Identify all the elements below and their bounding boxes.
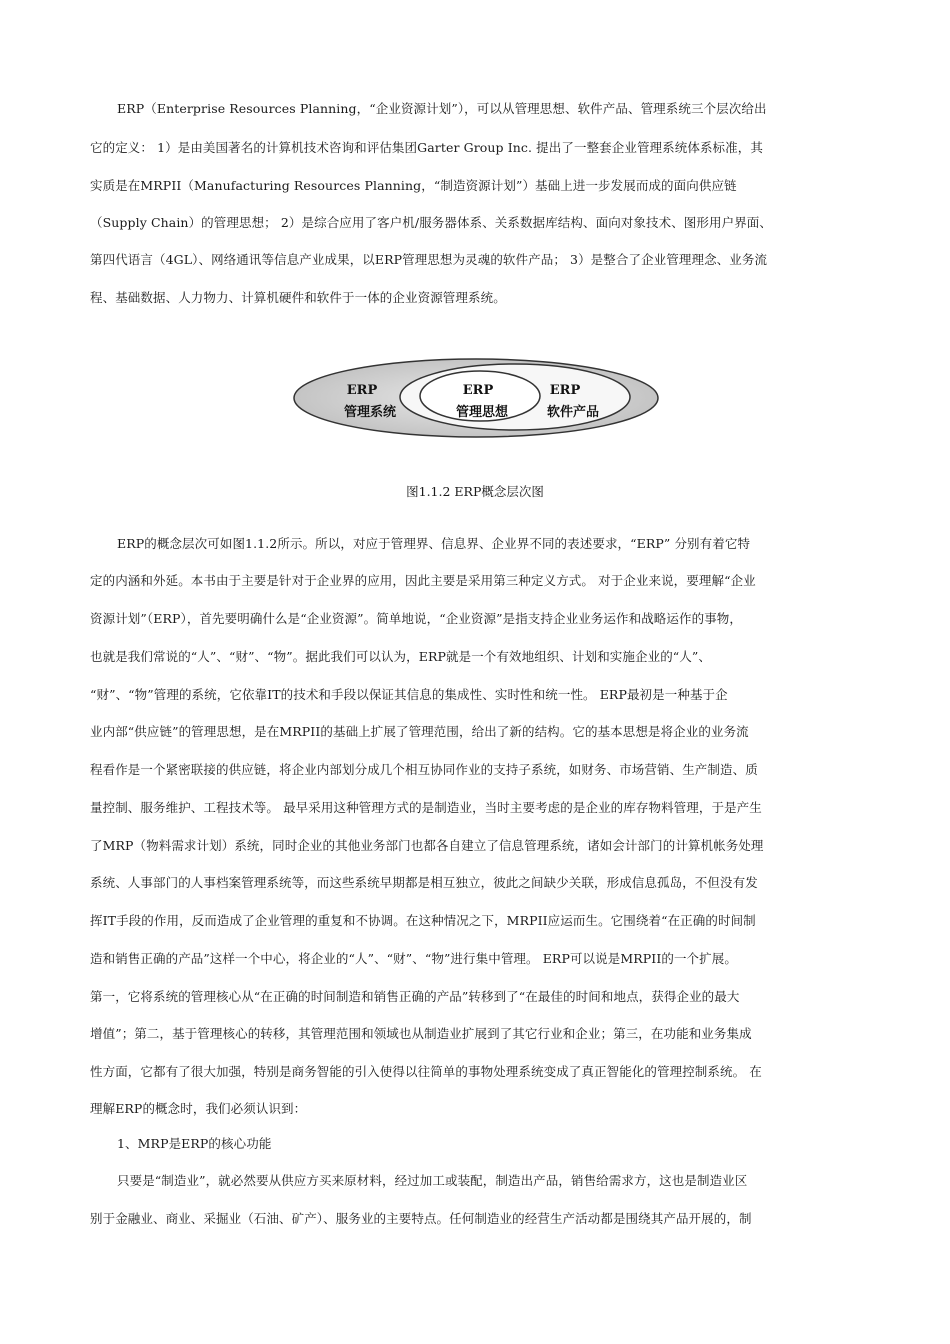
text-line: （Supply Chain）的管理思想； 2）是综合应用了客户机/服务器体系、关系数据库结构、面向对象技术、图形用户界面、 (90, 215, 773, 230)
inner-label-top: ERP (462, 383, 494, 398)
outer-label-bottom: 管理系统 (343, 405, 397, 420)
text-line: “财”、“物”管理的系统，它依靠IT的技术和手段以保证其信息的集成性、实时性和统一性。 ERP最初是一种基于企 (90, 687, 728, 702)
outer-label-top: ERP (346, 383, 378, 398)
text-line: 程看作是一个紧密联接的供应链，将企业内部划分成几个相互协同作业的支持子系统，如财务、市场营销、生产制造、质 (90, 762, 758, 777)
text-line: 它的定义： 1）是由美国著名的计算机技术咨询和评估集团Garter Group Inc. 提出了一整套企业管理系统体系标准，其 (90, 140, 763, 155)
text-line: 也就是我们常说的“人”、“财”、“物”。据此我们可以认为，ERP就是一个有效地组织、计划和实施企业的“人”、 (90, 649, 711, 664)
section-heading: 1、MRP是ERP的核心功能 (117, 1136, 272, 1151)
text-line: 了MRP（物料需求计划）系统，同时企业的其他业务部门也都各自建立了信息管理系统，诸如会计部门的计算机帐务处理 (90, 838, 764, 853)
text-line: 挥IT手段的作用，反而造成了企业管理的重复和不协调。在这种情况之下，MRPII应运而生。它围绕着“在正确的时间制 (90, 913, 756, 928)
text-line: 系统、人事部门的人事档案管理系统等，而这些系统早期都是相互独立，彼此之间缺少关联，形成信息孤岛，不但没有发 (90, 875, 758, 890)
middle-label-bottom: 软件产品 (546, 405, 600, 420)
inner-label-bottom: 管理思想 (455, 405, 509, 420)
erp-concept-diagram (290, 356, 660, 438)
text-line: 程、基础数据、人力物力、计算机硬件和软件于一体的企业资源管理系统。 (90, 290, 506, 305)
text-line: 第一，它将系统的管理核心从“在正确的时间制造和销售正确的产品”转移到了“在最佳的时间和地点，获得企业的最大 (90, 989, 740, 1004)
text-line: 增值”；第二，基于管理核心的转移，其管理范围和领域也从制造业扩展到了其它行业和企业；第三，在功能和业务集成 (90, 1026, 752, 1041)
text-line: 只要是“制造业”，就必然要从供应方买来原材料，经过加工或装配，制造出产品，销售给需求方，这也是制造业区 (117, 1173, 748, 1188)
figure-caption: 图1.1.2 ERP概念层次图 (406, 484, 544, 499)
text-line: 别于金融业、商业、采掘业（石油、矿产）、服务业的主要特点。任何制造业的经营生产活动都是围绕其产品开展的，制 (90, 1211, 752, 1226)
text-line: ERP的概念层次可如图1.1.2所示。所以，对应于管理界、信息界、企业界不同的表述要求，“ERP” 分别有着它特 (117, 536, 751, 551)
middle-label-top: ERP (549, 383, 581, 398)
text-line: 量控制、服务维护、工程技术等。 最早采用这种管理方式的是制造业，当时主要考虑的是企业的库存物料管理，于是产生 (90, 800, 762, 815)
text-line: 理解ERP的概念时，我们必须认识到： (90, 1101, 307, 1116)
text-line: 性方面，它都有了很大加强，特别是商务智能的引入使得以往简单的事物处理系统变成了真正智能化的管理控制系统。 在 (90, 1064, 762, 1079)
text-line: 造和销售正确的产品”这样一个中心，将企业的“人”、“财”、“物”进行集中管理。 ERP可以说是MRPII的一个扩展。 (90, 951, 737, 966)
text-line: 资源计划”（ERP），首先要明确什么是“企业资源”。简单地说，“企业资源”是指支持企业业务运作和战略运作的事物， (90, 611, 743, 626)
text-line: ERP（Enterprise Resources Planning，“企业资源计划”），可以从管理思想、软件产品、管理系统三个层次给出 (117, 101, 767, 116)
text-line: 实质是在MRPII（Manufacturing Resources Planning，“制造资源计划”）基础上进一步发展而成的面向供应链 (90, 178, 737, 193)
text-line: 第四代语言（4GL）、网络通讯等信息产业成果，以ERP管理思想为灵魂的软件产品； 3）是整合了企业管理理念、业务流 (90, 252, 768, 267)
text-line: 定的内涵和外延。本书由于主要是针对于企业界的应用，因此主要是采用第三种定义方式。 对于企业来说，要理解“企业 (90, 573, 756, 588)
text-line: 业内部“供应链”的管理思想，是在MRPII的基础上扩展了管理范围，给出了新的结构。它的基本思想是将企业的业务流 (90, 724, 749, 739)
